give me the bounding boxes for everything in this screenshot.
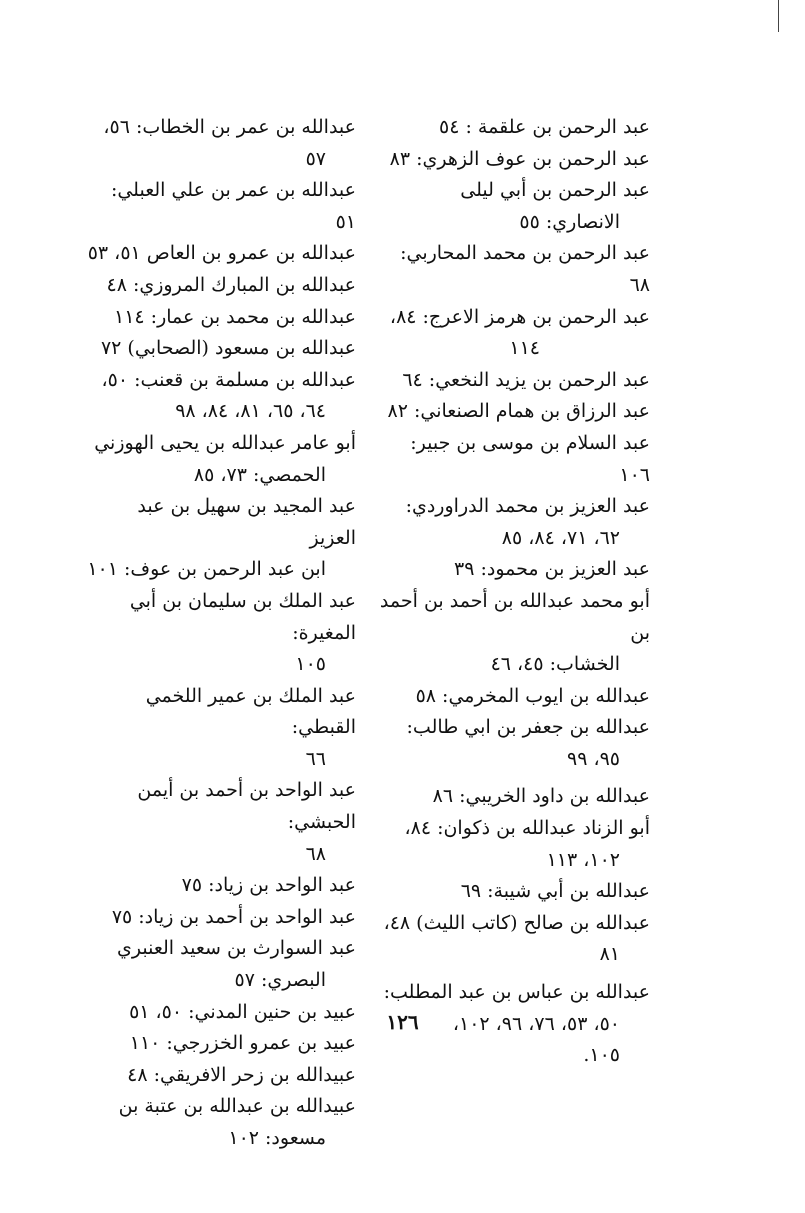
index-entry: عبدالله بن عمر بن الخطاب: ٥٦، (103, 116, 356, 138)
index-entry: ٦٨ (305, 842, 326, 865)
index-entry: الانصاري: ٥٥ (519, 210, 620, 233)
index-entry: ٩٥، ٩٩ (566, 747, 620, 770)
index-entry: ١١٤ (509, 337, 540, 360)
index-entry: أبو محمد عبدالله بن أحمد بن أحمد بن (379, 589, 650, 644)
index-entry: عبد الرحمن بن علقمة : ٥٤ (439, 116, 650, 138)
index-entry: عبدالله بن عمر بن علي العبلي: ٥١ (110, 179, 356, 233)
index-entry: ٦٢، ٧١، ٨٤، ٨٥ (501, 526, 620, 549)
index-entry: عبدالله بن عمرو بن العاص ٥١، ٥٣ (87, 242, 356, 265)
index-entry: عبيدالله بن زحر الافريقي: ٤٨ (127, 1063, 356, 1086)
index-entry: ٨١ (599, 943, 620, 966)
index-entry: عبد السلام بن موسى بن جبير: ١٠٦ (410, 431, 650, 486)
index-entry: عبدالله بن صالح (كاتب الليث) ٤٨، (383, 911, 650, 934)
index-entry: عبد الملك بن عمير اللخمي القبطي: (145, 684, 356, 739)
page-number: ١٢٦ (386, 1010, 419, 1034)
index-entry: عبد العزيز بن محمد الدراوردي: (405, 495, 650, 518)
index-entry: عبيد بن حنين المدني: ٥٠، ٥١ (129, 1000, 356, 1023)
index-entry: عبد الرحمن بن أبي ليلى (460, 179, 650, 202)
index-entry: الحمصي: ٧٣، ٨٥ (193, 463, 326, 486)
index-entry: البصري: ٥٧ (234, 969, 326, 992)
index-entry: عبد الواحد بن أحمد بن أيمن الحبشي: (137, 779, 356, 834)
index-entry: ٦٤، ٦٥، ٨١، ٨٤، ٩٨ (175, 400, 326, 423)
index-entry: عبد الرحمن بن محمد المحاربي: ٦٨ (400, 242, 650, 296)
index-entry: ٥٠، ٥٣، ٧٦، ٩٦، ١٠٢، (452, 1012, 620, 1035)
index-entry: عبد الرزاق بن همام الصنعاني: ٨٢ (387, 400, 650, 423)
index-entry: عبدالله بن داود الخريبي: ٨٦ (432, 785, 650, 808)
index-entry: ١٠٢، ١١٣ (546, 848, 620, 871)
index-entry: عبد الرحمن بن يزيد النخعي: ٦٤ (402, 368, 650, 391)
index-entry: ٥٧ (305, 147, 326, 170)
index-entry: أبو عامر عبدالله بن يحيى الهوزني (94, 431, 356, 454)
index-entry: عبيدالله بن عبدالله بن عتبة بن (118, 1095, 356, 1118)
index-entry: عبد الواحد بن أحمد بن زياد: ٧٥ (111, 905, 356, 928)
index-entry: ابن عبد الرحمن بن عوف: ١٠١ (87, 558, 326, 581)
index-entry: عبدالله بن مسلمة بن قعنب: ٥٠، (101, 368, 356, 391)
index-entry: الخشاب: ٤٥، ٤٦ (490, 653, 620, 676)
index-entry: ٦٦ (305, 747, 326, 770)
index-column-left (86, 112, 356, 1155)
index-entry: عبد السوارث بن سعيد العنبري (117, 937, 356, 960)
index-entry: عبد الرحمن بن عوف الزهري: ٨٣ (389, 147, 650, 170)
index-entry: أبو الزناد عبدالله بن ذكوان: ٨٤، (404, 817, 650, 840)
index-entry: عبدالله بن جعفر بن ابي طالب: (406, 716, 650, 739)
index-entry: ١٠٥ (295, 653, 326, 676)
scan-edge-mark (778, 0, 779, 32)
index-entry: عبد العزيز بن محمود: ٣٩ (454, 558, 650, 581)
index-column-right (378, 112, 650, 1072)
index-entry: عبدالله بن عباس بن عبد المطلب: (383, 981, 650, 1004)
index-entry: عبدالله بن ايوب المخرمي: ٥٨ (415, 684, 650, 707)
index-entry: عبد المجيد بن سهيل بن عبد العزيز (137, 495, 356, 549)
index-entry: عبدالله بن المبارك المروزي: ٤٨ (106, 273, 356, 296)
index-entry: عبد الواحد بن زياد: ٧٥ (181, 874, 356, 897)
index-entry: عبدالله بن أبي شيبة: ٦٩ (460, 880, 650, 903)
index-entry: عبدالله بن مسعود (الصحابي) ٧٢ (100, 337, 356, 360)
index-entry: عبد الرحمن بن هرمز الاعرج: ٨٤، (389, 305, 650, 328)
index-entry: عبيد بن عمرو الخزرجي: ١١٠ (129, 1032, 356, 1055)
index-entry: عبد الملك بن سليمان بن أبي المغيرة: (129, 589, 356, 644)
index-entry: ١٠٥. (583, 1044, 620, 1067)
index-entry: عبدالله بن محمد بن عمار: ١١٤ (114, 305, 356, 328)
index-entry: مسعود: ١٠٢ (228, 1127, 326, 1149)
